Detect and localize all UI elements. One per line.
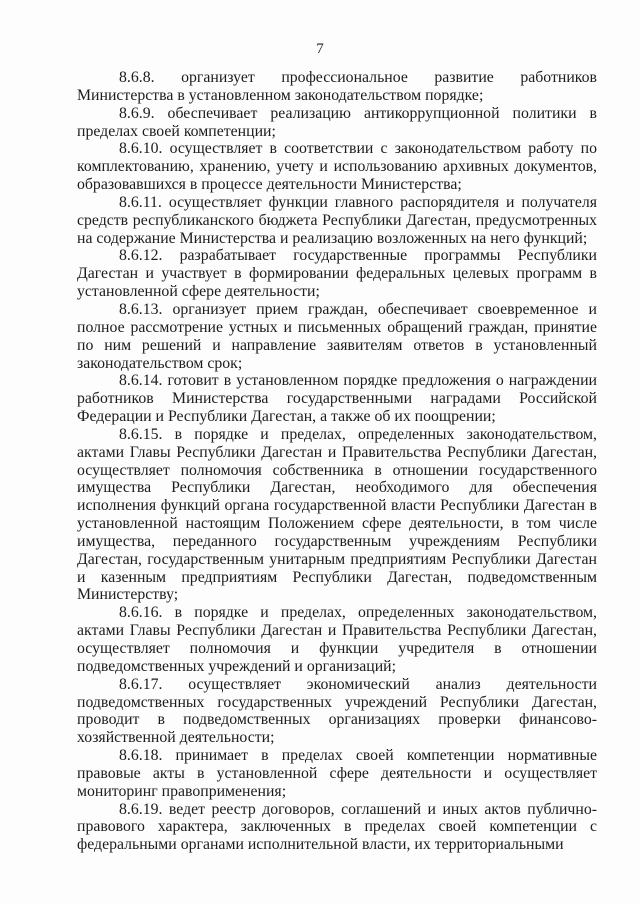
paragraph-8-6-16: 8.6.16. в порядке и пределах, определенных законодательством, актами Главы Республики Дагестан и Правительства Республики Дагестан, осуществляет полномочия и функции учредителя в отношении подведомственных учреждений и организаций; xyxy=(77,604,597,675)
paragraph-8-6-9: 8.6.9. обеспечивает реализацию антикоррупционной политики в пределах своей компетенции; xyxy=(77,104,597,140)
paragraph-8-6-17: 8.6.17. осуществляет экономический анализ деятельности подведомственных государственных учреждений Республики Дагестан, проводит в подведомственных организациях проверки финансово-хозяйственной деятельности; xyxy=(77,675,597,747)
paragraph-8-6-18: 8.6.18. принимает в пределах своей компетенции нормативные правовые акты в установленной сфере деятельности и осуществляет мониторинг правоприменения; xyxy=(77,747,597,800)
paragraph-8-6-14: 8.6.14. готовит в установленном порядке предложения о награждении работников Министерства государственными наградами Российской Федерации и Республики Дагестан, а также об их поощрении; xyxy=(77,372,597,426)
paragraph-8-6-10: 8.6.10. осуществляет в соответствии с законодательством работу по комплектованию, хранению, учету и использованию архивных документов, образовавшихся в процессе деятельности Министерства; xyxy=(77,140,597,194)
document-body xyxy=(77,69,597,854)
paragraph-8-6-19: 8.6.19. ведет реестр договоров, соглашений и иных актов публично-правового характера, заключенных в пределах своей компетенции с федеральными органами исполнительной власти, их территориальными xyxy=(77,800,597,854)
paragraph-8-6-13: 8.6.13. организует прием граждан, обеспечивает своевременное и полное рассмотрение устных и письменных обращений граждан, принятие по ним решений и направление заявителям ответов в установленный законодательством срок; xyxy=(77,300,597,372)
paragraph-8-6-11: 8.6.11. осуществляет функции главного распорядителя и получателя средств республиканского бюджета Республики Дагестан, предусмотренных на содержание Министерства и реализацию возложенных на него функций; xyxy=(77,193,597,247)
paragraph-8-6-15: 8.6.15. в порядке и пределах, определенных законодательством, актами Главы Республики Дагестан и Правительства Республики Дагестан, осуществляет полномочия собственника в отношении государственного имущества Республики Дагестан, необходимого для обеспечения исполнения функций органа государственной власти Республики Дагестан в установленной настоящим Положением сфере деятельности, в том числе имущества, переданного государственным учреждениям Республики Дагестан, государственным унитарным предприятиям Республики Дагестан и казенным предприятиям Республики Дагестан, подведомственным Министерству; xyxy=(77,425,597,604)
page-number: 7 xyxy=(316,41,324,57)
paragraph-8-6-12: 8.6.12. разрабатывает государственные программы Республики Дагестан и участвует в формировании федеральных целевых программ в установленной сфере деятельности; xyxy=(77,247,597,301)
paragraph-8-6-8: 8.6.8. организует профессиональное развитие работников Министерства в установленном законодательством порядке; xyxy=(77,69,597,104)
